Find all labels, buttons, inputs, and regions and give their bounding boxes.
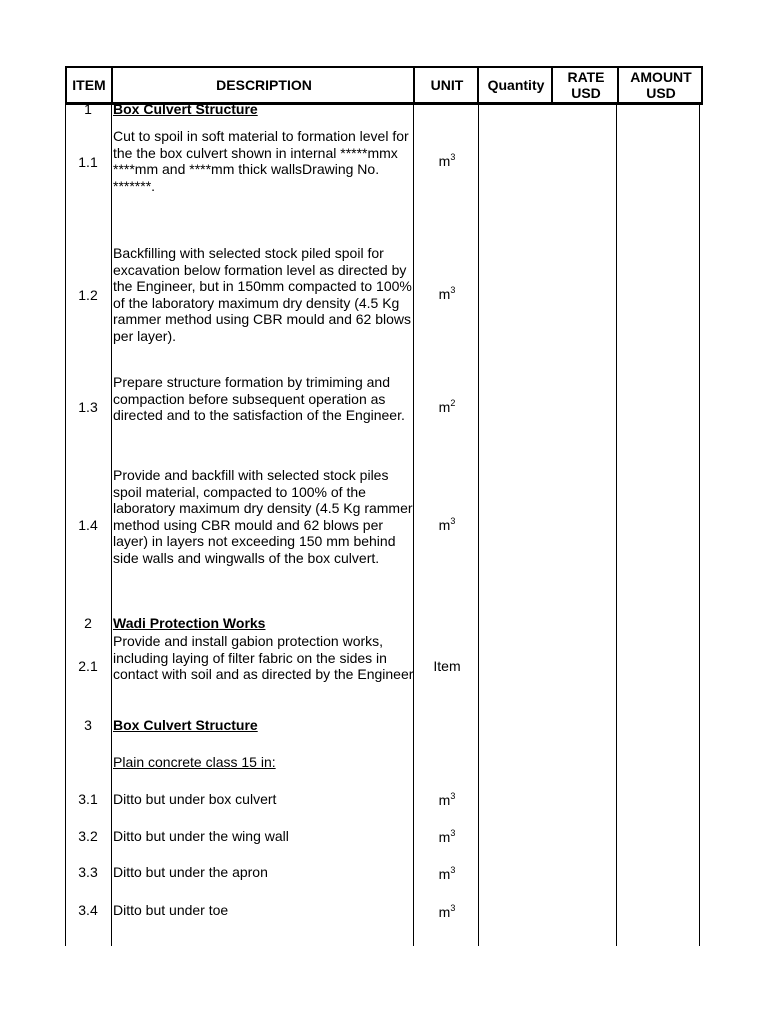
item-unit: $m^3$ [438, 152, 456, 169]
item-unit: Item [433, 658, 461, 674]
item-unit: $m^3$ [438, 828, 456, 845]
section-heading: Box Culvert Structure [113, 101, 258, 117]
column-rule-item [111, 103, 112, 946]
item-description: Prepare structure formation by trimiming and compaction before subsequent operation as directed and to the satisfaction of the Engineer. [113, 374, 405, 423]
item-number: 2.1 [78, 658, 98, 674]
section-heading: Box Culvert Structure [113, 717, 258, 733]
column-rule-rate [616, 103, 617, 946]
item-number: 3.4 [78, 902, 98, 918]
item-unit: $m^2$ [438, 398, 456, 415]
item-description: Ditto but under the wing wall [113, 828, 289, 844]
item-unit: $m^3$ [438, 865, 456, 882]
item-description: Ditto but under box culvert [113, 791, 277, 807]
item-number: 2 [84, 615, 92, 631]
item-number: 3.2 [78, 828, 98, 844]
header-amount-line2: USD [646, 85, 676, 101]
item-description: Cut to spoil in soft material to formation level for the the box culvert shown in internal *****mmx ****mm and ****mm thick wallsDrawing No. *******. [113, 128, 409, 194]
item-unit: $m^3$ [438, 285, 456, 302]
bill-of-quantities-table [65, 66, 701, 946]
item-number: 3.3 [78, 864, 98, 880]
item-unit: $m^3$ [438, 791, 456, 808]
item-number: 3.1 [78, 791, 98, 807]
item-description: Ditto but under toe [113, 902, 229, 918]
subsection-heading: Plain concrete class 15 in: [113, 754, 276, 770]
item-number: 1.3 [78, 399, 98, 415]
header-rate [551, 68, 619, 102]
header-unit: UNIT [413, 68, 479, 102]
header-rate-line2: USD [571, 85, 601, 101]
header-rate-line1: RATE [567, 69, 605, 85]
header-amount-line1: AMOUNT [630, 69, 692, 85]
item-number: 1.2 [78, 287, 98, 303]
item-description: Ditto but under the apron [113, 864, 268, 880]
item-description: Provide and backfill with selected stock piles spoil material, compacted to 100% of the laboratory maximum dry density (4.5 Kg rammer method using CBR mould and 62 blows per layer) in layers not exceeding 150 mm behind side walls and wingwalls of the box culvert. [113, 467, 413, 566]
item-number: 1.4 [78, 517, 98, 533]
column-rule-right [699, 103, 700, 946]
item-unit: $m^3$ [438, 516, 456, 533]
header-item: ITEM [72, 77, 106, 93]
item-unit: $m^3$ [438, 903, 456, 920]
item-number: 1.1 [78, 154, 98, 170]
item-description: Backfilling with selected stock piled spoil for excavation below formation level as directed by the Engineer, but in 150mm compacted to 100% of the laboratory maximum dry density (4.5 Kg rammer method using CBR mould and 62 blows per layer). [113, 245, 412, 344]
section-heading: Wadi Protection Works [113, 615, 266, 631]
item-description: Provide and install gabion protection works, including laying of filter fabric on the sides in contact with soil and as directed by the Engineer [113, 633, 414, 682]
item-number: 3 [84, 717, 92, 733]
header-amount [617, 68, 703, 102]
header-quantity: Quantity [477, 68, 553, 102]
table-header [65, 66, 703, 105]
header-description: DESCRIPTION [111, 68, 415, 102]
item-number: 1 [84, 101, 92, 117]
